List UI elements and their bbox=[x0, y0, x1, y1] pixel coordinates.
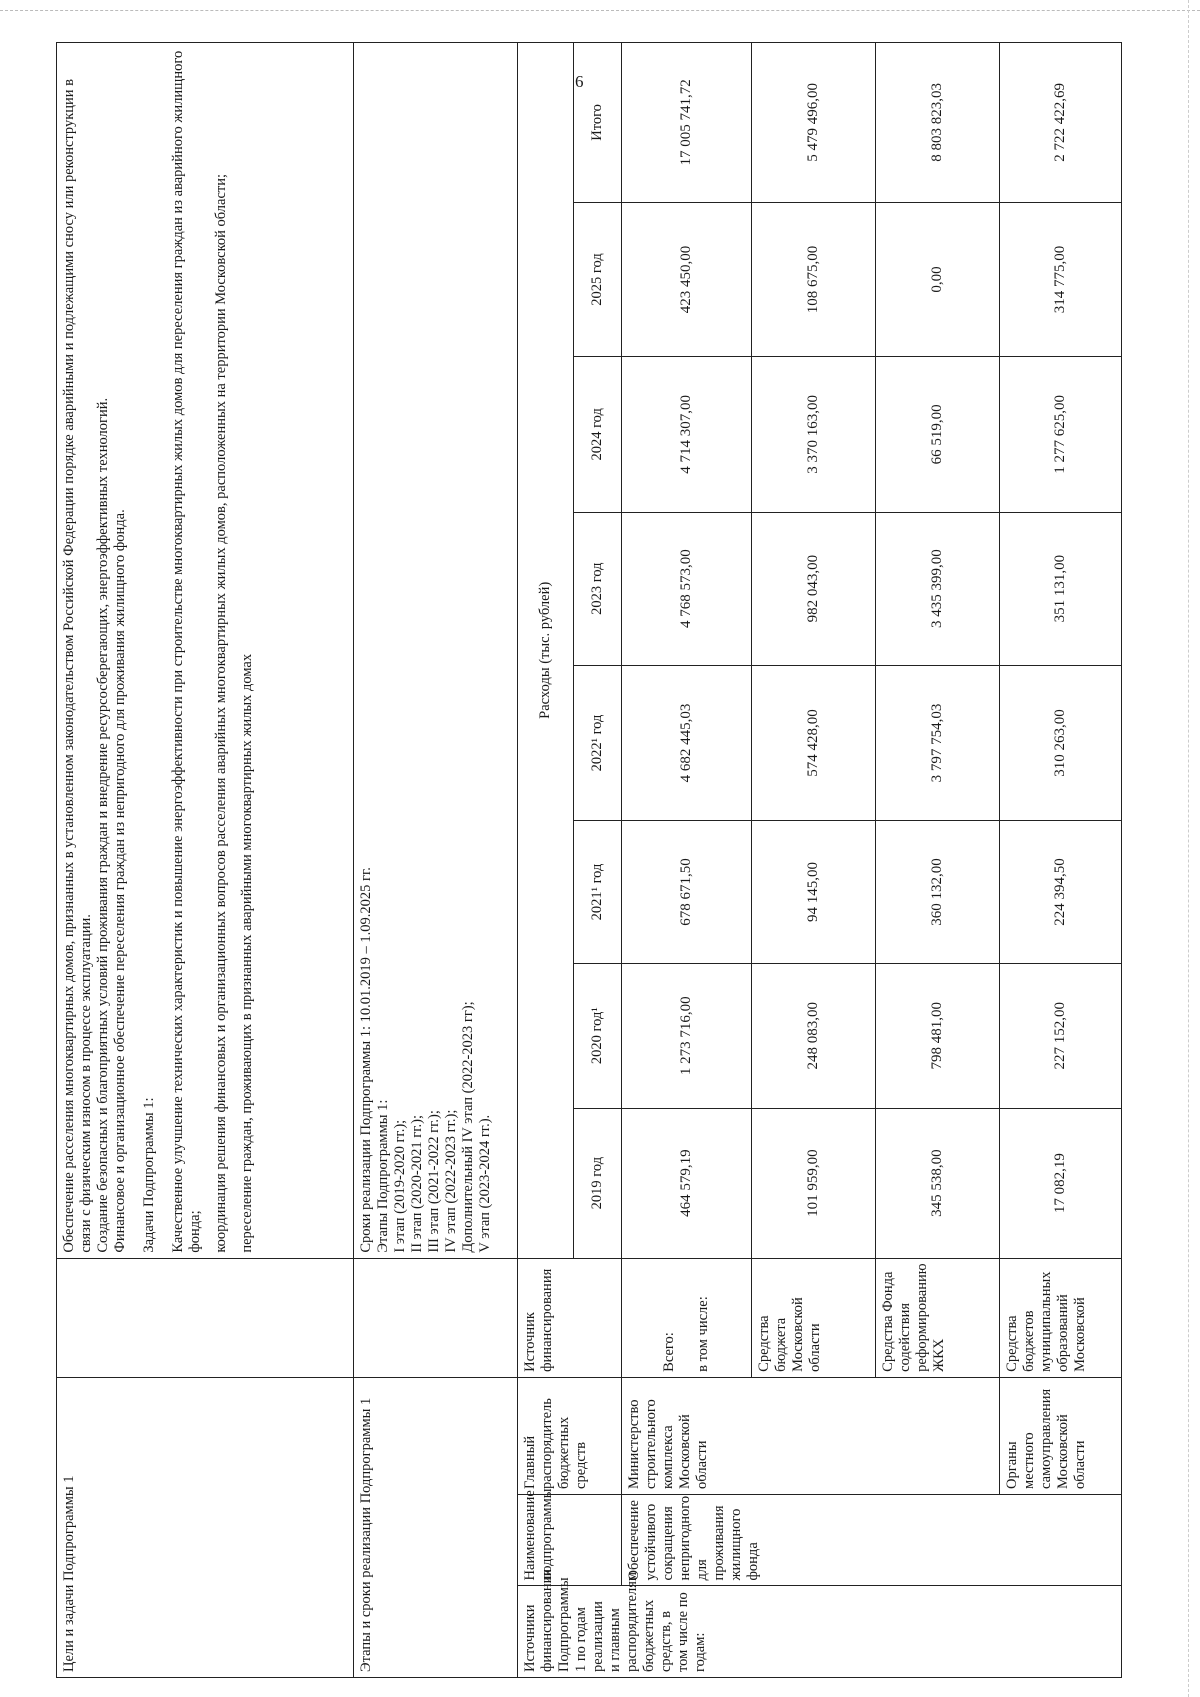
value-cell: 66 519,00 bbox=[876, 357, 1000, 512]
head-expenses: Расходы (тыс. рублей) bbox=[518, 43, 574, 1259]
value-cell: 108 675,00 bbox=[752, 202, 876, 356]
value-cell: 310 263,00 bbox=[1000, 665, 1122, 820]
rotated-document bbox=[56, 42, 1150, 1678]
value-cell: 1 273 716,00 bbox=[622, 963, 752, 1108]
value-cell: 248 083,00 bbox=[752, 963, 876, 1108]
goals-text bbox=[57, 43, 354, 1259]
value-cell: 464 579,19 bbox=[622, 1108, 752, 1258]
source-municipal: Средства бюджетов муниципальных образований Московской bbox=[1000, 1258, 1122, 1377]
total-cell: 2 722 422,69 bbox=[1000, 43, 1122, 203]
stages-label: Этапы и сроки реализации Подпрограммы 1 bbox=[354, 1377, 518, 1677]
year-header: 2019 год bbox=[574, 1108, 622, 1258]
manager-local: Органы местного самоуправления Московской области bbox=[1000, 1377, 1122, 1494]
value-cell: 94 145,00 bbox=[752, 821, 876, 964]
value-cell: 351 131,00 bbox=[1000, 512, 1122, 665]
value-cell: 4 714 307,00 bbox=[622, 357, 752, 512]
value-cell: 1 277 625,00 bbox=[1000, 357, 1122, 512]
year-header: 2023 год bbox=[574, 512, 622, 665]
goal-line: Финансовое и организационное обеспечение переселения граждан из непригодного для проживания жилищного фонда. bbox=[112, 509, 128, 1253]
value-cell: 3 797 754,03 bbox=[876, 665, 1000, 820]
head-source: Источник финансирования bbox=[518, 1258, 622, 1377]
value-cell: 0,00 bbox=[876, 202, 1000, 356]
manager-ministry: Министерство строительного комплекса Московской области bbox=[622, 1377, 1000, 1494]
goals-empty-cell bbox=[57, 1258, 354, 1377]
scan-border-top bbox=[0, 10, 1200, 11]
stages-empty-cell bbox=[354, 1258, 518, 1377]
total-cell: 8 803 823,03 bbox=[876, 43, 1000, 203]
head-name: Наименование подпрограммы bbox=[518, 1494, 622, 1586]
total-header: Итого bbox=[574, 43, 622, 203]
year-header: 2024 год bbox=[574, 357, 622, 512]
tasks-heading: Задачи Подпрограммы 1: bbox=[141, 1097, 157, 1253]
source-regional: Средства бюджета Московской области bbox=[752, 1258, 876, 1377]
subprogram-name: Обеспечение устойчивого сокращения непригодного для проживания жилищного фонда bbox=[622, 1494, 1122, 1586]
source-fund: Средства Фонда содействия реформированию ЖКХ bbox=[876, 1258, 1000, 1377]
year-header: 2022¹ год bbox=[574, 665, 622, 820]
stage-line: V этап (2023-2024 гг.). bbox=[477, 1114, 493, 1253]
task-line: переселение граждан, проживающих в признанных аварийными многоквартирных жилых домах bbox=[239, 653, 255, 1253]
rotated-page bbox=[56, 42, 1150, 1678]
value-cell: 3 370 163,00 bbox=[752, 357, 876, 512]
value-cell: 227 152,00 bbox=[1000, 963, 1122, 1108]
year-header: 2021¹ год bbox=[574, 821, 622, 964]
value-cell: 224 394,50 bbox=[1000, 821, 1122, 964]
total-cell: 17 005 741,72 bbox=[622, 43, 752, 203]
stage-line: IV этап (2022-2023 гг.); bbox=[443, 1109, 459, 1253]
value-cell: 101 959,00 bbox=[752, 1108, 876, 1258]
year-header: 2025 год bbox=[574, 202, 622, 356]
scan-border-right bbox=[1188, 0, 1189, 1697]
stage-line: Этапы Подпрограммы 1: bbox=[375, 1099, 391, 1253]
task-line: Качественное улучшение технических характеристик и повышение энергоэффективности при строительстве многоквартирных жилых домов для переселения граждан из аварийного жилищного фонда; bbox=[170, 50, 203, 1253]
value-cell: 982 043,00 bbox=[752, 512, 876, 665]
stage-line: I этап (2019-2020 гг.); bbox=[392, 1119, 408, 1253]
source-total: Всего: в том числе: bbox=[622, 1258, 752, 1377]
stage-line: III этап (2021-2022 гг.); bbox=[426, 1110, 442, 1253]
value-cell: 17 082,19 bbox=[1000, 1108, 1122, 1258]
value-cell: 423 450,00 bbox=[622, 202, 752, 356]
stage-line: Сроки реализации Подпрограммы 1: 10.01.2019 – 1.09.2025 гг. bbox=[358, 867, 374, 1253]
total-cell: 5 479 496,00 bbox=[752, 43, 876, 203]
value-cell: 574 428,00 bbox=[752, 665, 876, 820]
goals-row bbox=[57, 43, 354, 1678]
value-cell: 4 768 573,00 bbox=[622, 512, 752, 665]
stage-line: II этап (2020-2021 гг.); bbox=[409, 1114, 425, 1253]
goal-line: Обеспечение расселения многоквартирных домов, признанных в установленном законодательством Российской Федерации порядке аварийными и подлежащими сносу или реконструкции в связи с физическим износом в процессе эксплуатации. bbox=[61, 78, 94, 1253]
goals-label: Цели и задачи Подпрограммы 1 bbox=[57, 1377, 354, 1677]
stages-text bbox=[354, 43, 518, 1259]
financing-head-row-1 bbox=[518, 43, 574, 1678]
value-cell: 4 682 445,03 bbox=[622, 665, 752, 820]
value-cell: 345 538,00 bbox=[876, 1108, 1000, 1258]
financing-label: Источники финансирования Подпрограммы 1 по годам реализации и главным распорядителям бюджетных средств, в том числе по годам: bbox=[518, 1586, 1122, 1678]
value-cell: 314 775,00 bbox=[1000, 202, 1122, 356]
value-cell: 678 671,50 bbox=[622, 821, 752, 964]
value-cell: 360 132,00 bbox=[876, 821, 1000, 964]
stage-line: Дополнительный IV этап (2022-2023 гг); bbox=[460, 1001, 476, 1253]
value-cell: 798 481,00 bbox=[876, 963, 1000, 1108]
task-line: координация решения финансовых и организационных вопросов расселения аварийных многоквартирных жилых домов, расположенных на территории Московской области; bbox=[213, 173, 229, 1253]
value-cell: 3 435 399,00 bbox=[876, 512, 1000, 665]
table-row bbox=[1000, 43, 1122, 1678]
table-row bbox=[622, 43, 752, 1678]
goal-line: Создание безопасных и благоприятных условий проживания граждан и внедрение ресурсосберегающих, энергоэффективных технологий. bbox=[95, 397, 111, 1253]
year-header: 2020 год¹ bbox=[574, 963, 622, 1108]
page-number: 6 bbox=[575, 72, 584, 91]
subprogram-table bbox=[56, 42, 1122, 1678]
stages-row bbox=[354, 43, 518, 1678]
head-manager: Главный распорядитель бюджетных средств bbox=[518, 1377, 622, 1494]
